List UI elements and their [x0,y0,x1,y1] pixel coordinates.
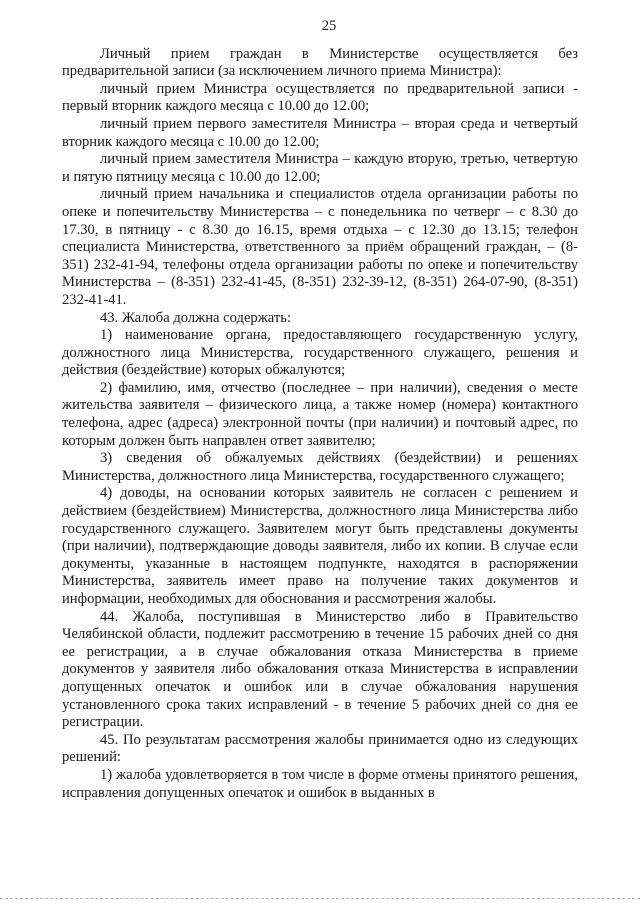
paragraph-minister-reception: личный прием Министра осуществляется по предварительной записи - первый вторник каждого месяца с 10.00 до 12.00; [62,80,578,115]
paragraph-43-item-4: 4) доводы, на основании которых заявитель не согласен с решением и действием (бездействием) Министерства, должностного лица Министерства либо государственного служащего. Заявителем могут быть представлены документы (при наличии), подтверждающие доводы заявителя, либо их копии. В случае если документы, указанные в настоящем подпункте, находятся в распоряжении Министерства, заявитель имеет право на получение таких документов и информации, необходимых для обоснования и рассмотрения жалобы. [62,485,578,607]
paragraph-deputy-reception: личный прием заместителя Министра – каждую вторую, третью, четвертую и пятую пятницу месяца с 10.00 до 12.00; [62,151,578,185]
paragraph-intro: Личный прием граждан в Министерстве осуществляется без предварительной записи (за исключением личного приема Министра): [62,45,578,80]
paragraph-45-heading: 45. По результатам рассмотрения жалобы принимается одно из следующих решений: [62,731,578,766]
page-bottom-edge [0,898,640,899]
paragraph-43-item-2: 2) фамилию, имя, отчество (последнее – при наличии), сведения о месте жительства заявителя – физического лица, а также номер (номера) контактного телефона, адрес (адреса) электронной почты (при наличии) и почтовый адрес, по которым должен быть направлен ответ заявителю; [62,379,578,449]
paragraph-45-item-1: 1) жалоба удовлетворяется в том числе в форме отмены принятого решения, исправления допущенных опечаток и ошибок в выданных в [62,766,578,801]
paragraph-44: 44. Жалоба, поступившая в Министерство либо в Правительство Челябинской области, подлежит рассмотрению в течение 15 рабочих дней со дня ее регистрации, а в случае обжалования отказа Министерства в приеме документов у заявителя либо обжалования отказа Министерства в исправлении допущенных опечаток и ошибок или в случае обжалования нарушения установленного срока таких исправлений - в течение 5 рабочих дней со дня ее регистрации. [62,608,578,731]
paragraph-43-heading: 43. Жалоба должна содержать: [100,309,291,326]
paragraph-43-item-1: 1) наименование органа, предоставляющего государственную услугу, должностного лица Министерства, государственного служащего, решения и действия (бездействие) которых обжалуются; [62,327,578,379]
paragraph-department-reception: личный прием начальника и специалистов отдела организации работы по опеке и попечительству Министерства – с понедельника по четверг – с 8.30 до 17.30, в пятницу - с 8.30 до 16.15, время отдыха – с 12.30 до 13.15; телефон специалиста Министерства, ответственного за приём обращений граждан, – (8-351) 232-41-94, телефоны отдела организации работы по опеке и попечительству Министерства – (8-351) 232-41-45, (8-351) 232-39-12, (8-351) 264-07-90, (8-351) 232-41-41. [62,186,578,308]
document-page [62,18,578,802]
page-number: 25 [321,18,337,34]
paragraph-43-item-3: 3) сведения об обжалуемых действиях (бездействии) и решениях Министерства, должностного лица Министерства, государственного служащего; [62,450,578,484]
paragraph-first-deputy-reception: личный прием первого заместителя Министра – вторая среда и четвертый вторник каждого месяца с 10.00 до 12.00; [62,115,578,150]
